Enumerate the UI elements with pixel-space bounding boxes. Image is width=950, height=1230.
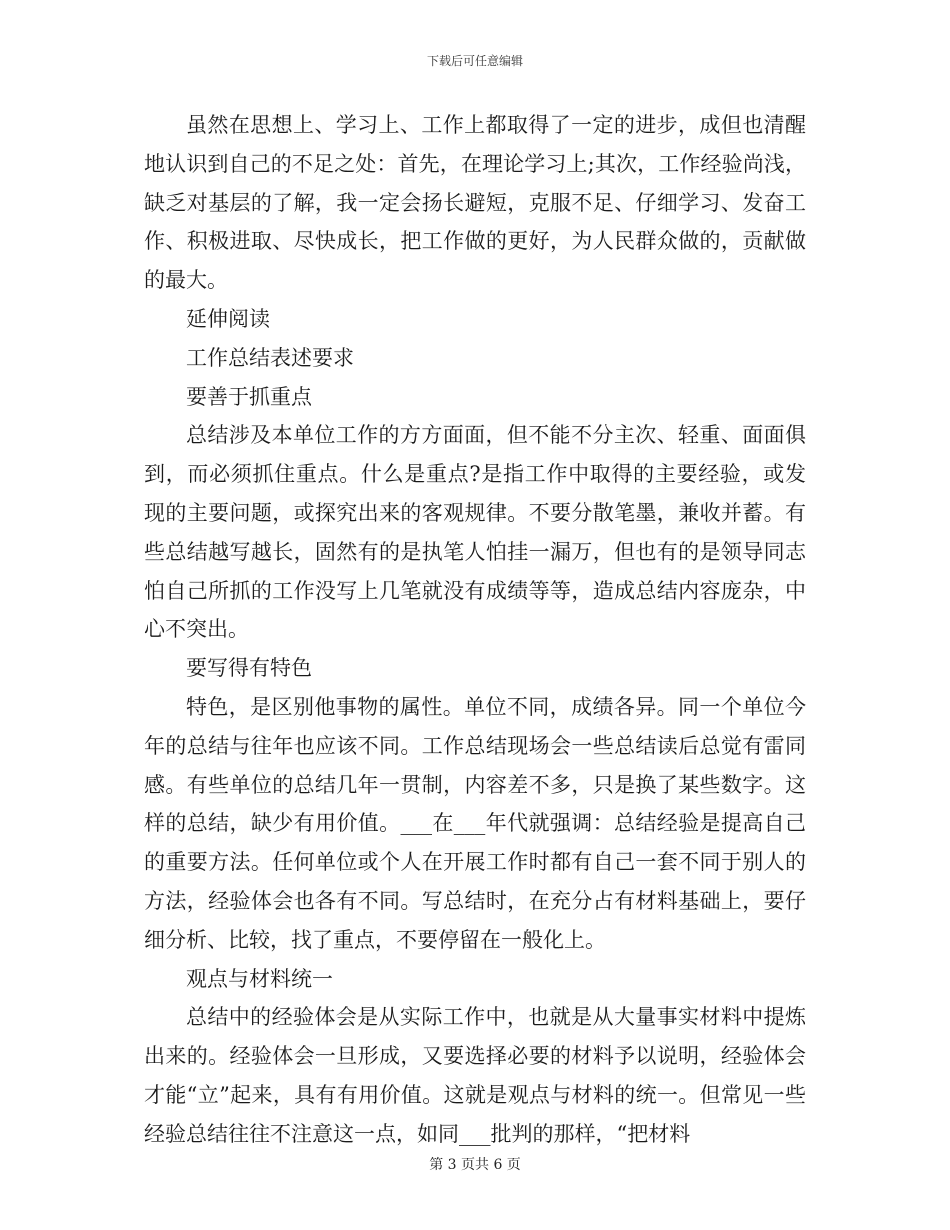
heading-extended-reading: 延伸阅读 [186,306,270,331]
paragraph-features: 特色，是区别他事物的属性。单位不同，成绩各异。同一个单位今年的总结与往年也应该不同。工作总结现场会一些总结读后总觉有雷同感。有些单位的总结几年一贯制，内容差不多，只是换了某些数字。这样的总结，缺少有用价值。___在___年代就强调：总结经验是提高自己的重要方法。任何单位或个人在开展工作时都有自己一套不同于别人的方法，经验体会也各有不同。写总结时，在充分占有材料基础上，要仔细分析、比较，找了重点，不要停留在一般化上。 [144,694,806,952]
document-body [144,106,806,1154]
heading-viewpoint-material: 观点与材料统一 [186,966,333,991]
page-footer: 第 3 页共 6 页 [429,1157,521,1173]
paragraph-focus: 总结涉及本单位工作的方方面面，但不能不分主次、轻重、面面俱到，而必须抓住重点。什么是重点?是指工作中取得的主要经验，或发现的主要问题，或探究出来的客观规律。不要分散笔墨，兼收并蓄。有些总结越写越长，固然有的是执笔人怕挂一漏万，但也有的是领导同志怕自己所抓的工作没写上几笔就没有成绩等等，造成总结内容庞杂，中心不突出。 [144,423,806,642]
heading-features: 要写得有特色 [186,656,312,681]
heading-requirements: 工作总结表述要求 [186,345,354,370]
page-header: 下载后可任意编辑 [426,54,523,68]
paragraph-progress-summary: 虽然在思想上、学习上、工作上都取得了一定的进步，成但也清醒地认识到自己的不足之处：首先，在理论学习上;其次，工作经验尚浅，缺乏对基层的了解，我一定会扬长避短，克服不足、仔细学习、发奋工作、积极进取、尽快成长，把工作做的更好，为人民群众做的，贡献做的最大。 [144,113,806,293]
paragraph-viewpoint-material: 总结中的经验体会是从实际工作中，也就是从大量事实材料中提炼出来的。经验体会一旦形成，又要选择必要的材料予以说明，经验体会才能“立”起来，具有有用价值。这就是观点与材料的统一。但常见一些经验总结往往不注意这一点，如同___批判的那样，“把材料 [144,1005,806,1146]
heading-focus: 要善于抓重点 [186,384,312,409]
